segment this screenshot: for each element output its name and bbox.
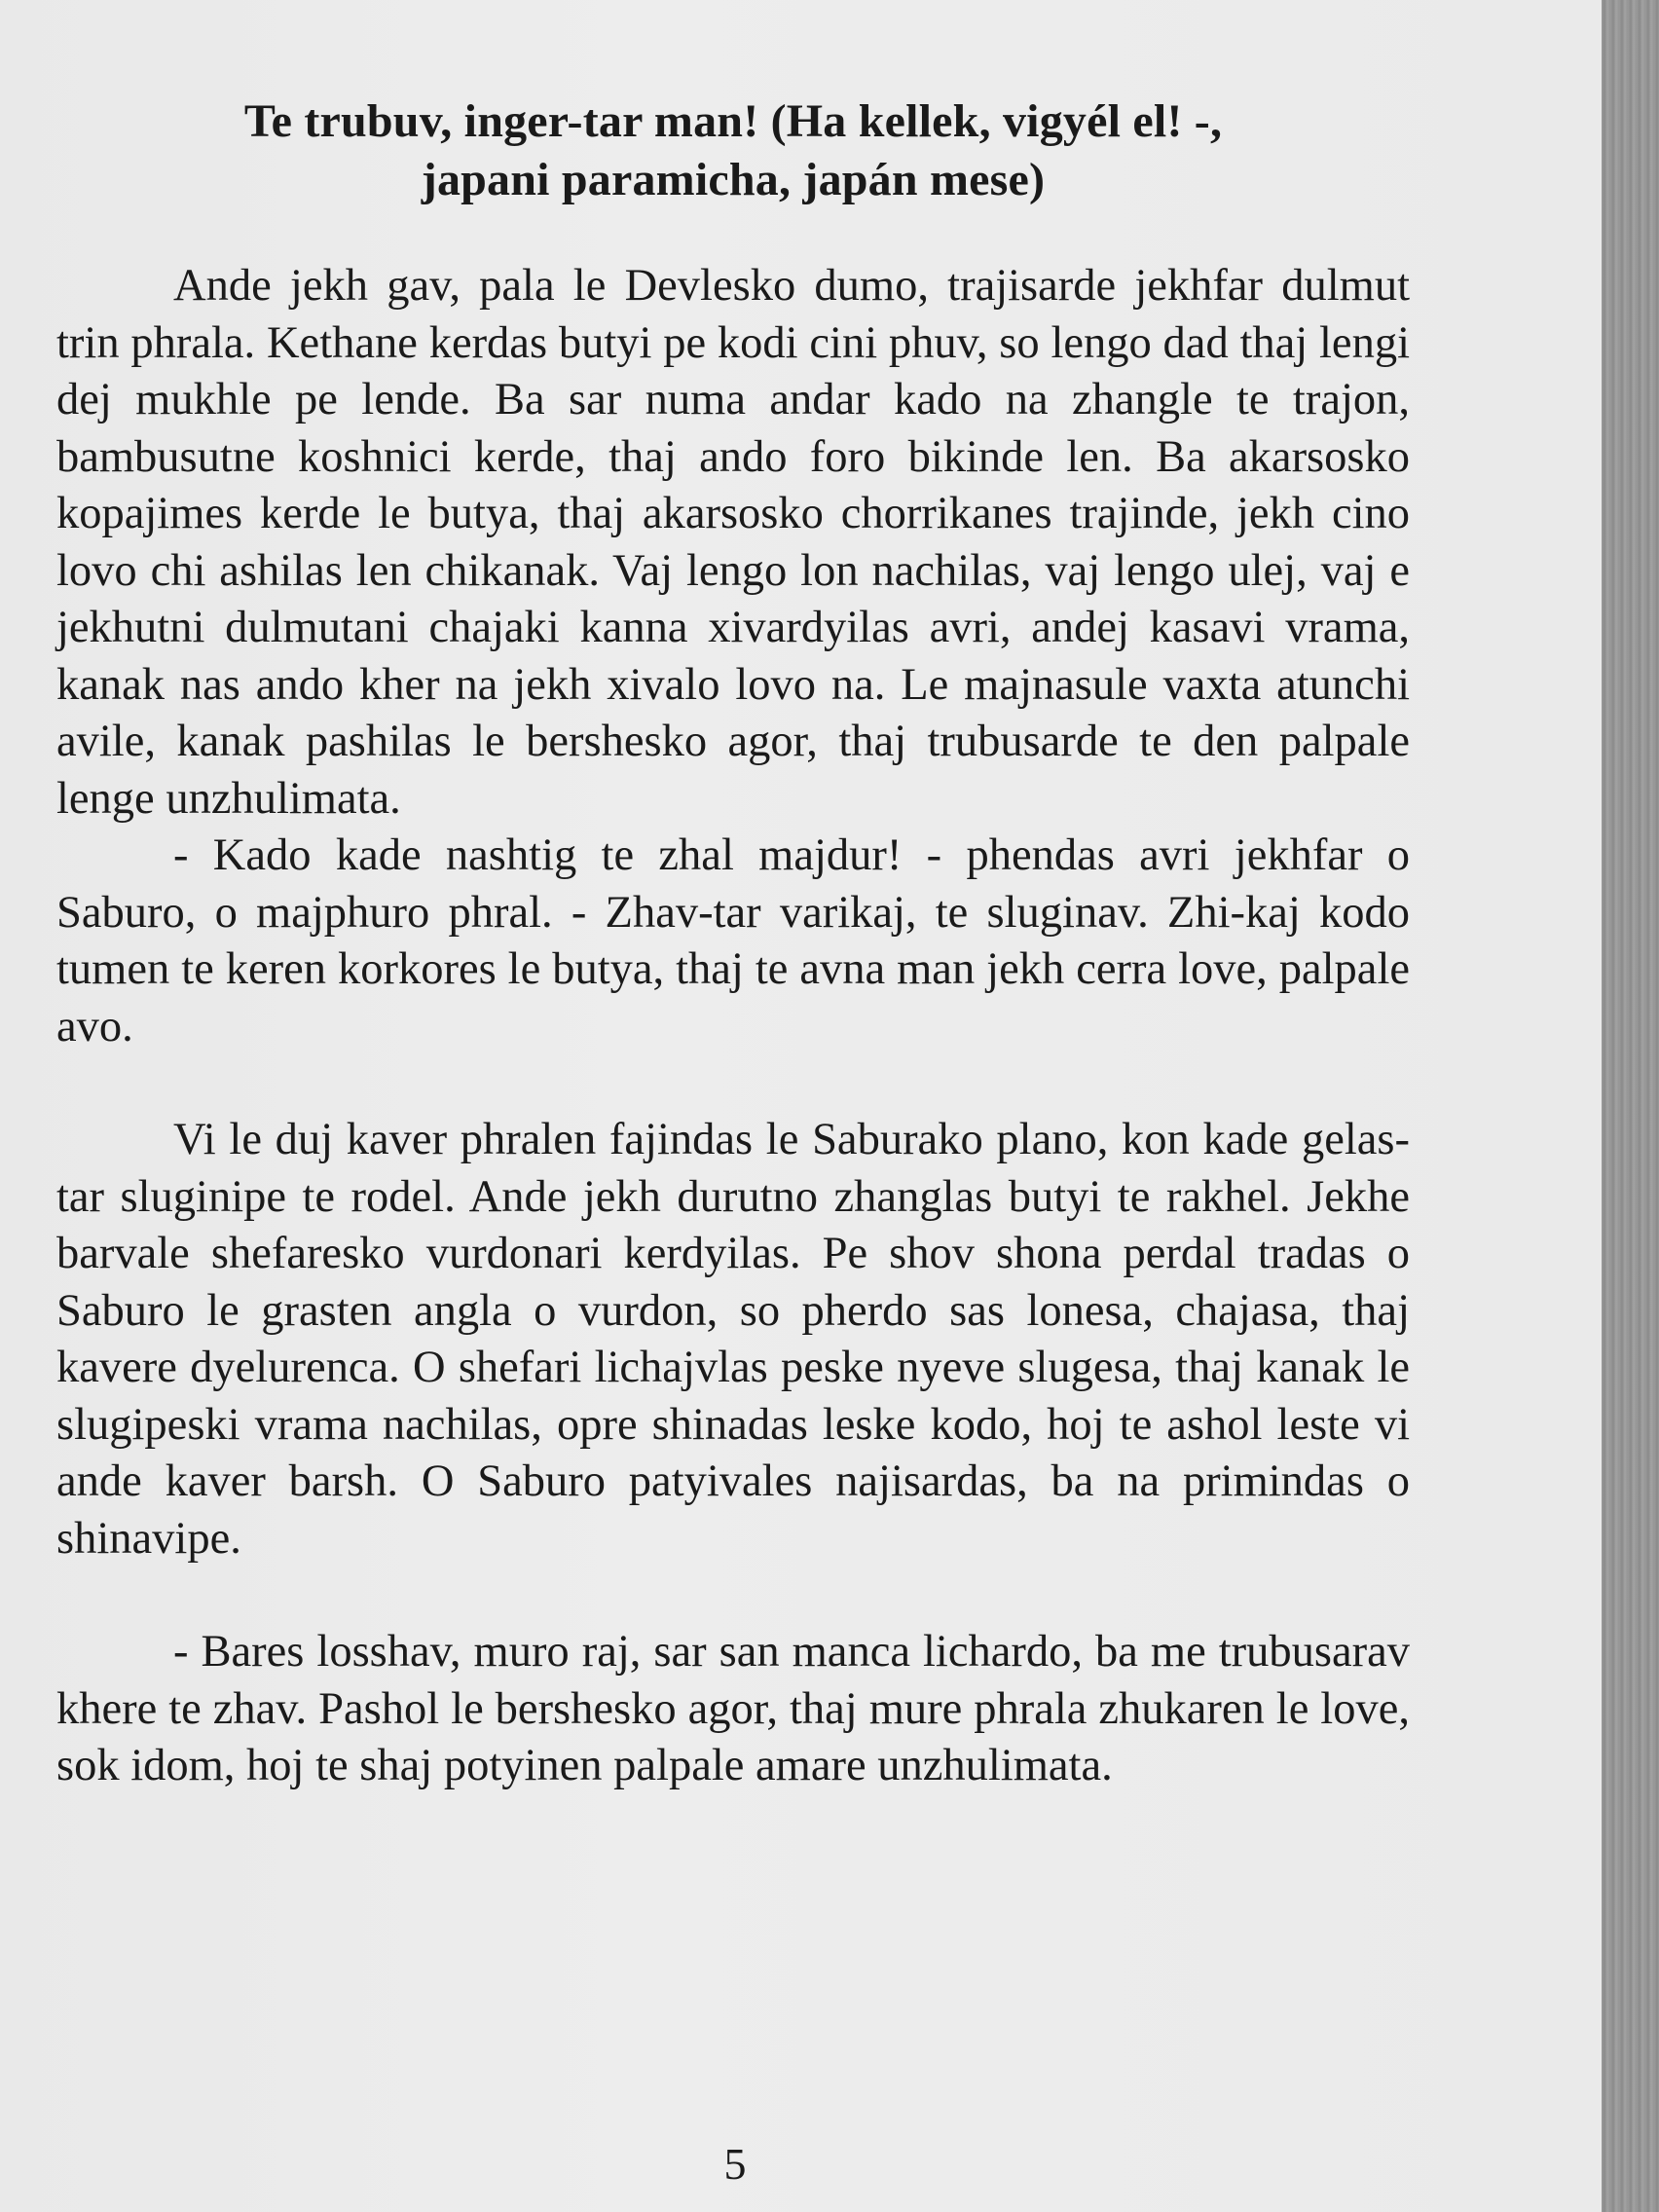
- title-line-1: Te trubuv, inger-tar man! (Ha kellek, vigyél el! -,: [243, 95, 1223, 147]
- title-line-2: japani paramicha, japán mese): [421, 154, 1046, 205]
- story-title: [56, 92, 1410, 209]
- paragraph-4: - Bares losshav, muro raj, sar san manca lichardo, ba me trubusarav khere te zhav. Pashol le bershesko agor, thaj mure phrala zhukaren le love, sok idom, hoj te shaj potyinen palpale amare unzhulimata.: [56, 1627, 1410, 1790]
- page-edge: [1602, 0, 1659, 2212]
- page-number: 5: [723, 2139, 747, 2189]
- text-block: [56, 92, 1410, 1795]
- paragraph-2: - Kado kade nashtig te zhal majdur! - phendas avri jekhfar o Saburo, o majphuro phral. - Zhav-tar varikaj, te sluginav. Zhi-kaj kodo tumen te keren korkores le butya, thaj te avna man jekh cerra love, palpale avo.: [56, 830, 1410, 1051]
- paragraph-3: Vi le duj kaver phralen fajindas le Saburako plano, kon kade gelas-tar sluginipe te rodel. Ande jekh durutno zhanglas butyi te rakhel. Jekhe barvale shefaresko vurdonari kerdyilas. Pe shov shona perdal tradas o Saburo le grasten angla o vurdon, so pherdo sas lonesa, chajasa, thaj kavere dyelurenca. O shefari lichajvlas peske nyeve slugesa, thaj kanak le slugipeski vrama nachilas, opre shinadas leske kodo, hoj te ashol leste vi ande kaver barsh. O Saburo patyivales najisardas, ba na primindas o shinavipe.: [56, 1115, 1410, 1564]
- paragraph-1: Ande jekh gav, pala le Devlesko dumo, trajisarde jekhfar dulmut trin phrala. Kethane kerdas butyi pe kodi cini phuv, so lengo dad thaj lengi dej mukhle pe lende. Ba sar numa andar kado na zhangle te trajon, bambusutne koshnici kerde, thaj ando foro bikinde len. Ba akarsosko kopajimes kerde le butya, thaj akarsosko chorrikanes trajinde, jekh cino lovo chi ashilas len chikanak. Vaj lengo lon nachilas, vaj lengo ulej, vaj e jekhutni dulmutani chajaki kanna xivardyilas avri, andej kasavi vrama, kanak nas ando kher na jekh xivalo lovo na. Le majnasule vaxta atunchi avile, kanak pashilas le bershesko agor, thaj trubusarde te den palpale lenge unzhulimata.: [56, 261, 1410, 824]
